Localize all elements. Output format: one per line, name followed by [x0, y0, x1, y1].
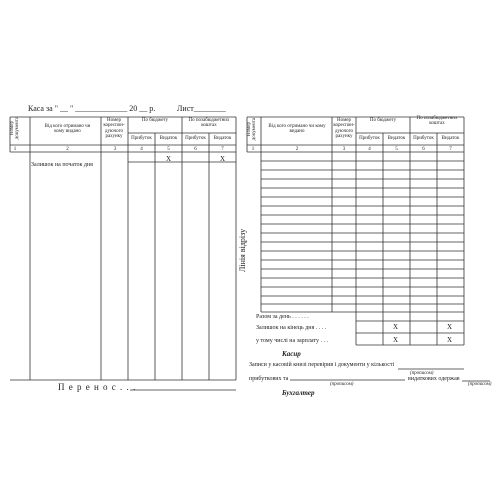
sheet-title: Лист________ [177, 104, 226, 113]
col-budget-income: Прибуток [131, 136, 152, 141]
carry-over-label: П е р е н о с . . . [58, 382, 137, 392]
title-prefix: Каса за " __ " [28, 104, 76, 113]
col-offbudget: По позабюджетних коштах [188, 118, 230, 129]
r-col-acct-no: Номер кореспон-дуючого рахунку [333, 118, 355, 139]
r-col-off-income: Прибуток [413, 136, 434, 141]
r-num-1: 1 [251, 147, 255, 152]
r-col-from-to: Від кого отримано чи кому видано [268, 124, 326, 135]
r-num-4: 4 [368, 147, 371, 152]
r-num-5: 5 [395, 147, 398, 152]
r-col-budget-expense: Видаток [387, 136, 406, 141]
x-salary-budget: X [393, 336, 399, 344]
col-budget-expense: Видаток [159, 136, 178, 141]
r-col-doc-no: Номер документа [247, 117, 258, 141]
x-balance-off: X [447, 323, 453, 331]
x-mark-budget: X [166, 155, 172, 163]
r-col-off-expense: Видаток [441, 136, 460, 141]
words-hint-2: (прописом) [330, 382, 354, 387]
r-num-3: 3 [342, 147, 346, 152]
note-line-1: Записи у касовій книзі перевірив і документи у кількості [249, 362, 395, 368]
col-doc-no: Номер документа [10, 116, 21, 140]
num-7: 7 [221, 147, 224, 152]
col-from-to: Від кого отримано чи кому видано [44, 124, 91, 135]
num-2: 2 [66, 147, 69, 152]
balance-start-label: Залишок на початок дня [31, 162, 93, 168]
tear-line-label: Лінія відрізу [238, 228, 247, 272]
col-acct-no: Номер кореспон-дуючого рахунку [103, 118, 125, 139]
words-hint-1: (прописом) [410, 371, 434, 376]
num-5: 5 [167, 147, 170, 152]
r-col-budget-income: Прибуток [359, 136, 380, 141]
num-1: 1 [13, 147, 17, 152]
x-balance-budget: X [393, 323, 399, 331]
note-line-2b: видаткових одержав [408, 376, 460, 382]
title-year: 20 __ р. [129, 104, 156, 113]
total-day-label: Разом за день . . . . . . [256, 314, 309, 320]
col-off-income: Прибуток [185, 136, 206, 141]
title-blank: _____________ [75, 104, 128, 113]
note-line-2a: прибуткових та [249, 376, 289, 382]
cashier-label: Касир [282, 350, 301, 358]
col-budget: По бюджету [141, 118, 169, 123]
col-off-expense: Видаток [213, 136, 232, 141]
num-6: 6 [194, 147, 197, 152]
num-4: 4 [140, 147, 143, 152]
num-3: 3 [113, 147, 117, 152]
r-num-2: 2 [295, 147, 299, 152]
r-col-budget: По бюджету [369, 118, 397, 123]
accountant-label: Бухгалтер [282, 389, 315, 397]
r-num-7: 7 [449, 147, 452, 152]
x-salary-off: X [447, 336, 453, 344]
salary-label: у тому числі на зарплату . . . [256, 338, 328, 344]
words-hint-3: (прописом) [468, 382, 492, 387]
x-mark-offbudget: X [220, 155, 226, 163]
r-col-offbudget: По позабюджетних коштах [416, 116, 458, 127]
balance-end-label: Залишок на кінець дня . . . . [256, 325, 327, 331]
r-num-6: 6 [422, 147, 425, 152]
